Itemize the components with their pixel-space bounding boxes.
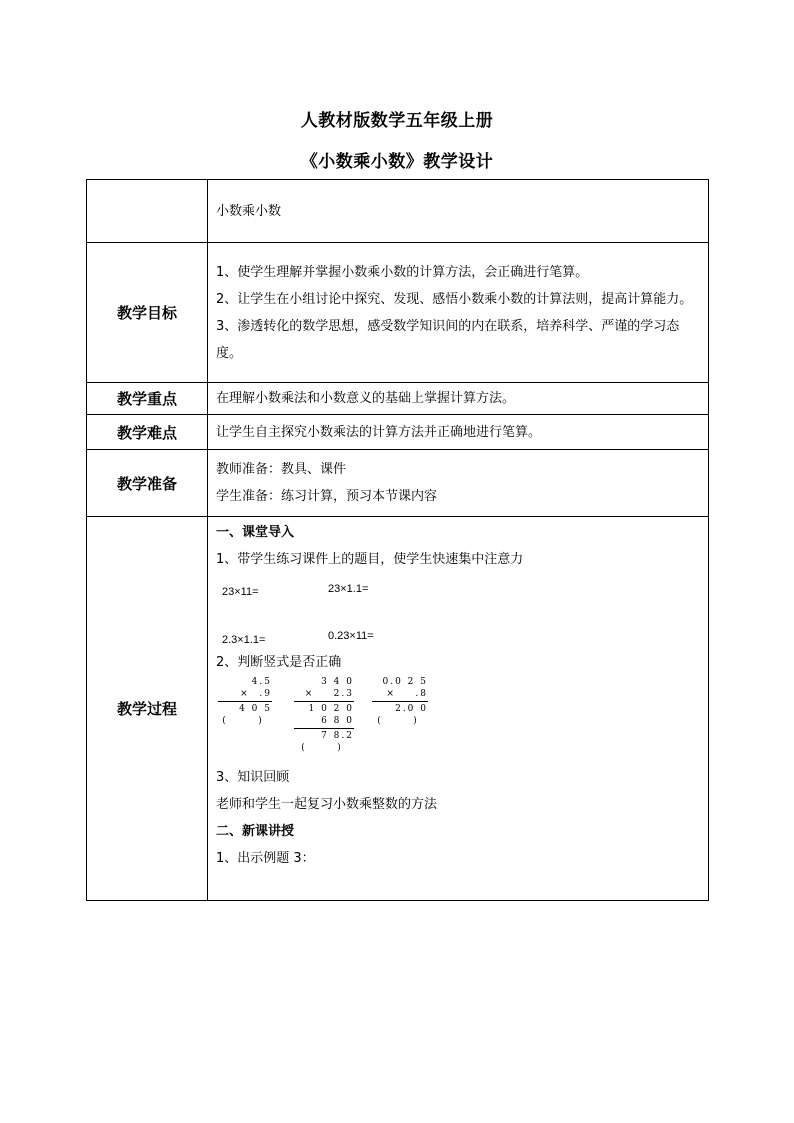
expression: 0.23×11= — [328, 630, 374, 642]
expression: 23×11= — [222, 586, 259, 598]
answer-blank: ( ) — [377, 716, 423, 726]
label-difficulty: 教学难点 — [87, 415, 208, 450]
expression: 23×1.1= — [328, 583, 369, 595]
review-text: 老师和学生一起复习小数乘整数的方法 — [216, 797, 438, 812]
objective-item: 1、使学生理解并掌握小数乘小数的计算方法，会正确进行笔算。 — [216, 264, 589, 280]
label-preparation: 教学准备 — [87, 450, 208, 517]
process-step: 1、带学生练习课件上的题目，使学生快速集中注意力 — [216, 552, 524, 567]
process-content — [208, 517, 709, 901]
row-key-point — [87, 383, 709, 415]
lesson-plan-table — [86, 179, 709, 901]
student-preparation: 学生准备：练习计算，预习本节课内容 — [216, 489, 438, 504]
expression: 2.3×1.1= — [222, 634, 266, 646]
process-step: 2、判断竖式是否正确 — [216, 655, 342, 670]
label-process: 教学过程 — [87, 517, 208, 901]
row-process — [87, 517, 709, 901]
key-point-content: 在理解小数乘法和小数意义的基础上掌握计算方法。 — [208, 383, 709, 415]
answer-blank: ( ) — [222, 716, 268, 726]
row-preparation — [87, 450, 709, 517]
row-difficulty — [87, 415, 709, 450]
label-objectives: 教学目标 — [87, 243, 208, 383]
process-step: 3、知识回顾 — [216, 770, 290, 785]
objective-item: 2、让学生在小组讨论中探究、发现、感悟小数乘小数的计算法则，提高计算能力。 — [216, 291, 693, 307]
label-key-point: 教学重点 — [87, 383, 208, 415]
objectives-content — [208, 243, 709, 383]
vertical-calc: 4.5 × .9 4 0 5 ( ) — [218, 676, 272, 727]
row-topic — [87, 180, 709, 243]
document-title: 人教材版数学五年级上册 — [300, 111, 494, 131]
label-topic — [87, 180, 208, 243]
vertical-calc: 3 4 0 × 2.3 1 0 2 0 6 8 0 7 8.2 ( ) — [294, 676, 354, 754]
objective-item: 3、渗透转化的数学思想，感受数学知识间的内在联系，培养科学、严谨的学习态度。 — [216, 318, 680, 361]
topic-content: 小数乘小数 — [208, 180, 709, 243]
row-objectives — [87, 243, 709, 383]
answer-blank: ( ) — [301, 743, 347, 753]
document-subtitle: 《小数乘小数》教学设计 — [300, 152, 494, 172]
vertical-calc: 0.0 2 5 × .8 2.0 0 ( ) — [372, 676, 428, 727]
difficulty-content: 让学生自主探究小数乘法的计算方法并正确地进行笔算。 — [208, 415, 709, 450]
vertical-calculations — [216, 676, 702, 764]
preparation-content — [208, 450, 709, 517]
process-step: 1、出示例题 3： — [216, 851, 315, 866]
practice-expressions — [216, 573, 702, 649]
teacher-preparation: 教师准备：教具、课件 — [216, 462, 347, 477]
section-heading: 一、课堂导入 — [216, 525, 295, 540]
section-heading: 二、新课讲授 — [216, 824, 295, 839]
